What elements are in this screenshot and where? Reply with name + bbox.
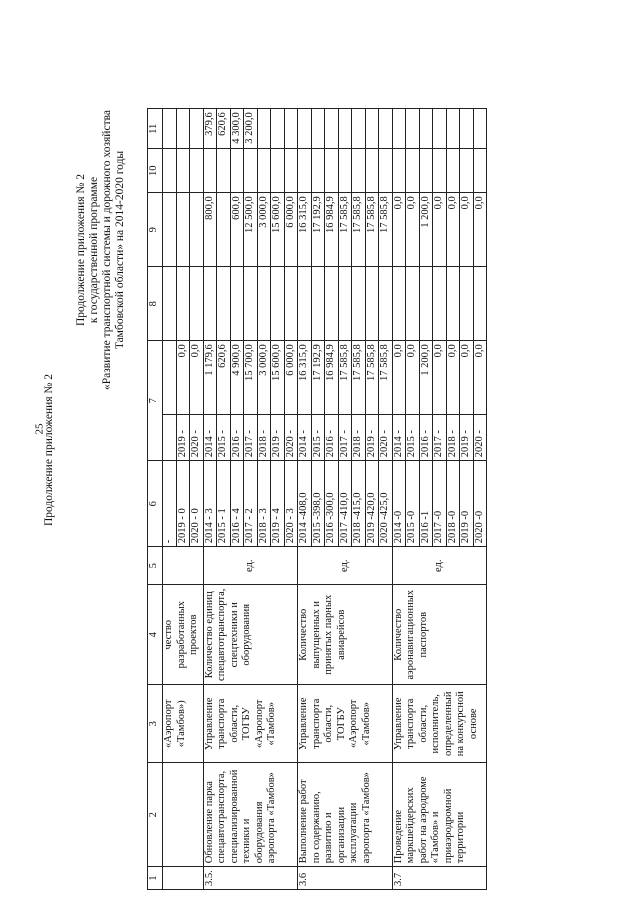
value-cell	[203, 149, 217, 193]
value-cell	[244, 149, 258, 193]
table-row	[392, 109, 406, 890]
rotated-page	[35, 10, 630, 890]
value-cell	[352, 267, 366, 341]
value-cell	[176, 267, 190, 341]
value-cell: 16 315,0	[298, 341, 312, 415]
target-cell: 2016 - 4	[230, 461, 244, 547]
value-cell	[446, 109, 460, 149]
value-cell	[203, 267, 217, 341]
value-cell	[257, 109, 271, 149]
value-cell	[271, 149, 285, 193]
year-cell: 2016 -	[419, 415, 433, 461]
value-cell	[365, 267, 379, 341]
col-num: 11	[148, 109, 163, 149]
col-num: 1	[148, 867, 163, 890]
continuation-title: Продолжение приложения № 2	[43, 373, 55, 527]
value-cell	[433, 267, 447, 341]
value-cell	[244, 267, 258, 341]
value-cell: 15 600,0	[271, 341, 285, 415]
target-cell: 2016 -300,0	[325, 461, 339, 547]
value-cell: 3 000,0	[257, 193, 271, 267]
target-cell: 2020 -0	[473, 461, 487, 547]
row-number: 3.6	[298, 867, 393, 890]
value-cell	[217, 149, 231, 193]
year-cell	[163, 415, 177, 461]
value-cell	[446, 267, 460, 341]
value-cell	[419, 149, 433, 193]
year-cell: 2014 -	[203, 415, 217, 461]
target-cell: 2019 -420,0	[365, 461, 379, 547]
value-cell	[230, 149, 244, 193]
value-cell	[190, 267, 204, 341]
value-cell	[379, 267, 393, 341]
value-cell: 0,0	[446, 341, 460, 415]
value-cell	[176, 149, 190, 193]
target-cell: 2019 - 0	[176, 461, 190, 547]
indicator-cell: Количество единиц спецавтотранспорта, спецтехники и оборудования	[203, 585, 298, 685]
col-num: 6	[148, 461, 163, 547]
value-cell: 6 000,0	[284, 341, 298, 415]
target-cell: 2019 - 4	[271, 461, 285, 547]
value-cell: 0,0	[460, 341, 474, 415]
value-cell	[352, 149, 366, 193]
col-num: 9	[148, 193, 163, 267]
year-cell: 2020 -	[473, 415, 487, 461]
value-cell	[284, 109, 298, 149]
executor-cell: «Аэропорт «Тамбов»)	[163, 685, 204, 763]
value-cell	[257, 149, 271, 193]
value-cell	[433, 149, 447, 193]
year-cell: 2014 -	[298, 415, 312, 461]
value-cell: 0,0	[392, 341, 406, 415]
year-cell: 2020 -	[284, 415, 298, 461]
row-number: 3.7	[392, 867, 487, 890]
value-cell: 3 000,0	[257, 341, 271, 415]
value-cell	[460, 267, 474, 341]
value-cell: 620,6	[217, 341, 231, 415]
value-cell	[460, 149, 474, 193]
value-cell	[284, 267, 298, 341]
value-cell: 0,0	[392, 193, 406, 267]
row-number: 3.5.	[203, 867, 298, 890]
target-cell: 2015 - 1	[217, 461, 231, 547]
value-cell	[325, 267, 339, 341]
target-cell: 2020 - 3	[284, 461, 298, 547]
value-cell: 17 192,9	[311, 341, 325, 415]
value-cell	[163, 267, 177, 341]
header-line: Тамбовской области» на 2014-2020 годы	[114, 150, 126, 350]
value-cell: 12 500,0	[244, 193, 258, 267]
target-cell: 2014 - 3	[203, 461, 217, 547]
year-cell: 2018 -	[352, 415, 366, 461]
value-cell: 379,6	[203, 109, 217, 149]
executor-cell: Управление транспорта области, исполнитель, определенный на конкурсной основе	[392, 685, 487, 763]
value-cell: 1 200,0	[419, 341, 433, 415]
value-cell: 800,0	[203, 193, 217, 267]
value-cell	[473, 267, 487, 341]
num-cell	[163, 867, 204, 890]
value-cell	[365, 149, 379, 193]
col-num: 8	[148, 267, 163, 341]
col-num: 2	[148, 763, 163, 867]
col-num: 3	[148, 685, 163, 763]
value-cell: 17 585,8	[352, 193, 366, 267]
value-cell: 17 585,8	[352, 341, 366, 415]
indicator-cell: Количество аэронавигационных паспортов	[392, 585, 487, 685]
value-cell	[392, 267, 406, 341]
value-cell	[460, 109, 474, 149]
value-cell: 16 984,9	[325, 341, 339, 415]
value-cell	[406, 149, 420, 193]
value-cell: 0,0	[433, 193, 447, 267]
header-line: к государственной программе	[88, 176, 100, 324]
value-cell: 17 192,9	[311, 193, 325, 267]
measure-name: Проведение маркшейдерских работ на аэродроме «Тамбов» и приаэродромной территории	[392, 763, 487, 867]
value-cell	[298, 267, 312, 341]
table-row	[163, 109, 177, 890]
value-cell: 0,0	[406, 193, 420, 267]
value-cell	[325, 149, 339, 193]
target-cell: 2018 -0	[446, 461, 460, 547]
year-cell: 2014 -	[392, 415, 406, 461]
program-table	[147, 108, 487, 890]
value-cell	[163, 109, 177, 149]
year-cell: 2020 -	[379, 415, 393, 461]
value-cell	[379, 109, 393, 149]
value-cell: 0,0	[176, 341, 190, 415]
measure-name: Выполнение работ по содержанию, развитию и организации эксплуатации аэропорта «Тамбов»	[298, 763, 393, 867]
target-cell: 2017 -410,0	[338, 461, 352, 547]
target-cell: 2017 - 2	[244, 461, 258, 547]
col-num: 4	[148, 585, 163, 685]
value-cell: 17 585,8	[365, 341, 379, 415]
unit-cell: ед.	[203, 547, 298, 585]
program-header	[35, 40, 127, 460]
unit-cell: ед.	[392, 547, 487, 585]
value-cell	[190, 149, 204, 193]
year-cell: 2017 -	[244, 415, 258, 461]
year-cell: 2019 -	[365, 415, 379, 461]
unit-cell	[163, 547, 204, 585]
value-cell: 4 900,0	[230, 341, 244, 415]
value-cell: 17 585,8	[365, 193, 379, 267]
value-cell: 0,0	[460, 193, 474, 267]
value-cell: 1 179,6	[203, 341, 217, 415]
target-cell: -	[163, 461, 177, 547]
value-cell: 0,0	[406, 341, 420, 415]
year-cell: 2017 -	[338, 415, 352, 461]
value-cell	[298, 149, 312, 193]
value-cell	[271, 267, 285, 341]
value-cell	[271, 109, 285, 149]
table-row	[203, 109, 217, 890]
value-cell	[163, 341, 177, 415]
target-cell: 2015 -398,0	[311, 461, 325, 547]
target-cell: 2018 -415,0	[352, 461, 366, 547]
value-cell: 620,6	[217, 109, 231, 149]
value-cell	[257, 267, 271, 341]
value-cell	[392, 109, 406, 149]
target-cell: 2014 -408,0	[298, 461, 312, 547]
measure-name: Обновление парка спецавтотранспорта, специализированной техники и оборудования аэропорта «Тамбов»	[203, 763, 298, 867]
value-cell	[392, 149, 406, 193]
header-line: «Развитие транспортной системы и дорожного хозяйства	[101, 110, 113, 390]
value-cell	[352, 109, 366, 149]
year-cell: 2019 -	[176, 415, 190, 461]
value-cell	[446, 149, 460, 193]
indicator-cell: Количество выпущенных и принятых парных авиарейсов	[298, 585, 393, 685]
value-cell	[311, 149, 325, 193]
target-cell: 2020 -425,0	[379, 461, 393, 547]
value-cell: 0,0	[473, 341, 487, 415]
value-cell	[311, 267, 325, 341]
value-cell	[311, 109, 325, 149]
value-cell	[325, 109, 339, 149]
executor-cell: Управление транспорта области, ТОГБУ «Аэропорт «Тамбов»	[203, 685, 298, 763]
value-cell	[284, 149, 298, 193]
value-cell: 15 600,0	[271, 193, 285, 267]
col-num: 10	[148, 149, 163, 193]
value-cell	[338, 109, 352, 149]
value-cell	[473, 109, 487, 149]
year-cell: 2019 -	[271, 415, 285, 461]
value-cell	[163, 193, 177, 267]
executor-cell: Управление транспорта области, ТОГБУ «Аэропорт «Тамбов»	[298, 685, 393, 763]
target-cell: 2019 -0	[460, 461, 474, 547]
unit-cell: ед.	[298, 547, 393, 585]
value-cell: 17 585,8	[338, 193, 352, 267]
value-cell	[406, 109, 420, 149]
value-cell	[190, 193, 204, 267]
year-cell: 2015 -	[311, 415, 325, 461]
value-cell	[190, 109, 204, 149]
target-cell: 2018 - 3	[257, 461, 271, 547]
value-cell	[338, 267, 352, 341]
value-cell: 0,0	[433, 341, 447, 415]
year-cell: 2017 -	[433, 415, 447, 461]
value-cell: 0,0	[473, 193, 487, 267]
value-cell	[365, 109, 379, 149]
year-cell: 2018 -	[446, 415, 460, 461]
value-cell: 3 200,0	[244, 109, 258, 149]
value-cell	[419, 267, 433, 341]
value-cell	[298, 109, 312, 149]
year-cell: 2016 -	[230, 415, 244, 461]
value-cell	[338, 149, 352, 193]
target-cell: 2014 -0	[392, 461, 406, 547]
column-number-row	[148, 109, 163, 890]
year-cell: 2020 -	[190, 415, 204, 461]
target-cell: 2017 -0	[433, 461, 447, 547]
value-cell	[176, 109, 190, 149]
col-num: 5	[148, 547, 163, 585]
table-row	[298, 109, 312, 890]
year-cell: 2019 -	[460, 415, 474, 461]
value-cell: 16 984,9	[325, 193, 339, 267]
value-cell: 17 585,8	[379, 341, 393, 415]
header-line: Продолжение приложения № 2	[75, 173, 87, 327]
value-cell: 600,0	[230, 193, 244, 267]
year-cell: 2016 -	[325, 415, 339, 461]
value-cell: 15 700,0	[244, 341, 258, 415]
value-cell	[230, 267, 244, 341]
year-cell: 2018 -	[257, 415, 271, 461]
value-cell: 0,0	[446, 193, 460, 267]
value-cell: 16 315,0	[298, 193, 312, 267]
col-num: 7	[148, 341, 163, 461]
value-cell	[433, 109, 447, 149]
value-cell: 17 585,8	[379, 193, 393, 267]
value-cell	[419, 109, 433, 149]
value-cell	[473, 149, 487, 193]
indicator-cell: чество разработанных проектов	[163, 585, 204, 685]
name-cell	[163, 763, 204, 867]
value-cell: 1 200,0	[419, 193, 433, 267]
value-cell	[163, 149, 177, 193]
value-cell: 0,0	[190, 341, 204, 415]
target-cell: 2016 -1	[419, 461, 433, 547]
year-cell: 2015 -	[217, 415, 231, 461]
page-number: 25	[33, 423, 46, 435]
value-cell	[176, 193, 190, 267]
value-cell	[217, 267, 231, 341]
value-cell	[217, 193, 231, 267]
value-cell	[379, 149, 393, 193]
value-cell: 6 000,0	[284, 193, 298, 267]
value-cell	[406, 267, 420, 341]
value-cell: 4 300,0	[230, 109, 244, 149]
target-cell: 2015 -0	[406, 461, 420, 547]
value-cell: 17 585,8	[338, 341, 352, 415]
year-cell: 2015 -	[406, 415, 420, 461]
target-cell: 2020 - 0	[190, 461, 204, 547]
